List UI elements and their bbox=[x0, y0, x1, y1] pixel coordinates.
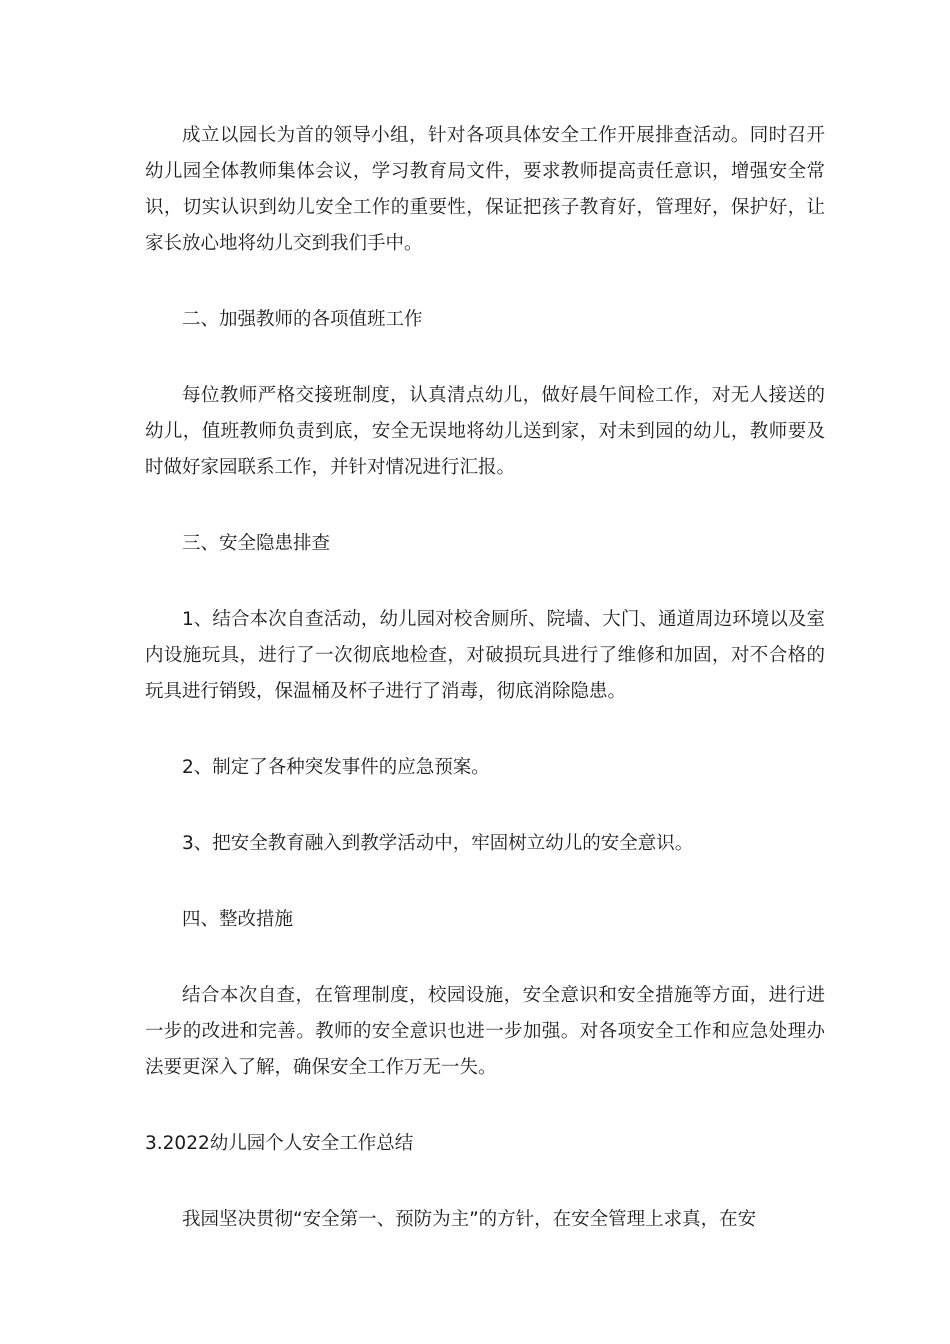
paragraph-gap bbox=[145, 1086, 825, 1126]
paragraph-gap bbox=[145, 938, 825, 978]
paragraph-gap bbox=[145, 262, 825, 302]
heading-duty-work: 二、加强教师的各项值班工作 bbox=[182, 309, 423, 330]
paragraph-gap bbox=[145, 562, 825, 602]
heading-rectification: 四、整改措施 bbox=[182, 909, 294, 930]
paragraph-gap bbox=[145, 1162, 825, 1202]
document-body bbox=[145, 118, 825, 1238]
paragraph-gap bbox=[145, 786, 825, 826]
paragraph-gap bbox=[145, 710, 825, 750]
paragraph-inspection-item-2: 2、制定了各种突发事件的应急预案。 bbox=[182, 757, 490, 778]
paragraph-inspection-item-3: 3、把安全教育融入到教学活动中，牢固树立幼儿的安全意识。 bbox=[182, 833, 694, 854]
heading-hazard-inspection: 三、安全隐患排查 bbox=[182, 533, 331, 554]
paragraph-rectification-measures: 结合本次自查，在管理制度，校园设施，安全意识和安全措施等方面，进行进一步的改进和完善。教师的安全意识也进一步加强。对各项安全工作和应急处理办法要更深入了解，确保安全工作万无一失。 bbox=[145, 985, 825, 1078]
paragraph-gap bbox=[145, 338, 825, 378]
section-title-2022-summary: 3.2022幼儿园个人安全工作总结 bbox=[145, 1133, 414, 1154]
paragraph-safety-policy: 我园坚决贯彻“安全第一、预防为主”的方针，在安全管理上求真，在安 bbox=[182, 1209, 757, 1230]
paragraph-shift-handover: 每位教师严格交接班制度，认真清点幼儿，做好晨午间检工作，对无人接送的幼儿，值班教师负责到底，安全无误地将幼儿送到家，对未到园的幼儿，教师要及时做好家园联系工作，并针对情况进行汇报。 bbox=[145, 385, 825, 478]
paragraph-gap bbox=[145, 486, 825, 526]
paragraph-inspection-item-1: 1、结合本次自查活动，幼儿园对校舍厕所、院墙、大门、通道周边环境以及室内设施玩具，进行了一次彻底地检查，对破损玩具进行了维修和加固，对不合格的玩具进行销毁，保温桶及杯子进行了消毒，彻底消除隐患。 bbox=[145, 609, 825, 702]
paragraph-leadership-group: 成立以园长为首的领导小组，针对各项具体安全工作开展排查活动。同时召开幼儿园全体教师集体会议，学习教育局文件，要求教师提高责任意识，增强安全常识，切实认识到幼儿安全工作的重要性，保证把孩子教育好，管理好，保护好，让家长放心地将幼儿交到我们手中。 bbox=[145, 125, 825, 254]
paragraph-gap bbox=[145, 862, 825, 902]
